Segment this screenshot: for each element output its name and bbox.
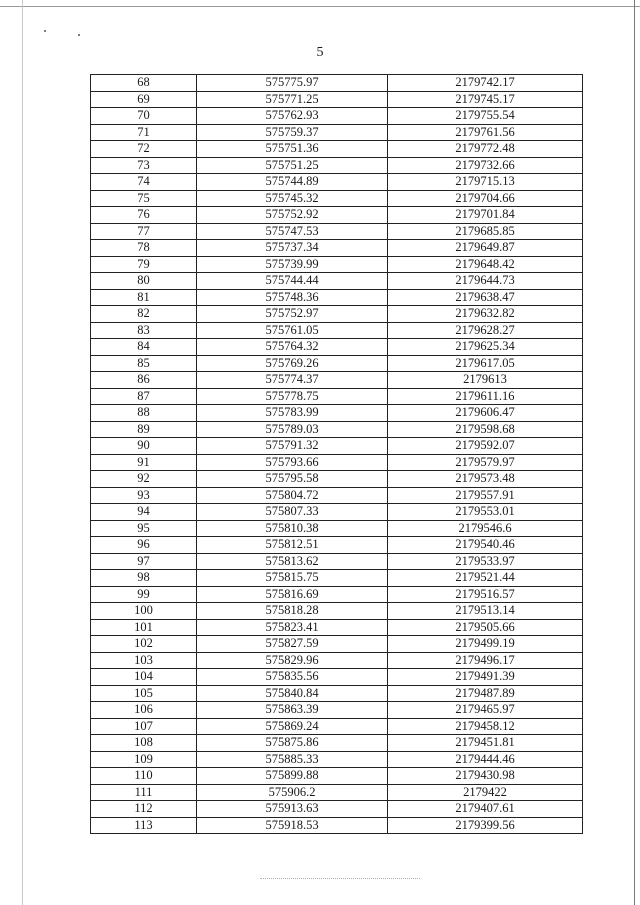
table-row xyxy=(91,768,583,785)
point-number-cell: 89 xyxy=(91,421,197,438)
table-row xyxy=(91,784,583,801)
point-number-cell: 112 xyxy=(91,801,197,818)
x-coordinate-cell: 575885.33 xyxy=(197,751,388,768)
table-row xyxy=(91,289,583,306)
table-row xyxy=(91,669,583,686)
x-coordinate-cell: 575744.89 xyxy=(197,174,388,191)
scan-speck xyxy=(44,30,46,32)
table-row xyxy=(91,108,583,125)
point-number-cell: 82 xyxy=(91,306,197,323)
x-coordinate-cell: 575774.37 xyxy=(197,372,388,389)
x-coordinate-cell: 575791.32 xyxy=(197,438,388,455)
scan-edge-top xyxy=(0,6,640,7)
table-row xyxy=(91,751,583,768)
point-number-cell: 99 xyxy=(91,586,197,603)
table-row xyxy=(91,256,583,273)
x-coordinate-cell: 575752.97 xyxy=(197,306,388,323)
y-coordinate-cell: 2179540.46 xyxy=(388,537,583,554)
x-coordinate-cell: 575829.96 xyxy=(197,652,388,669)
point-number-cell: 72 xyxy=(91,141,197,158)
y-coordinate-cell: 2179701.84 xyxy=(388,207,583,224)
x-coordinate-cell: 575747.53 xyxy=(197,223,388,240)
table-row xyxy=(91,240,583,257)
table-row xyxy=(91,273,583,290)
y-coordinate-cell: 2179557.91 xyxy=(388,487,583,504)
y-coordinate-cell: 2179573.48 xyxy=(388,471,583,488)
point-number-cell: 69 xyxy=(91,91,197,108)
table-row xyxy=(91,157,583,174)
point-number-cell: 109 xyxy=(91,751,197,768)
x-coordinate-cell: 575771.25 xyxy=(197,91,388,108)
x-coordinate-cell: 575906.2 xyxy=(197,784,388,801)
table-row xyxy=(91,586,583,603)
table-row xyxy=(91,207,583,224)
point-number-cell: 104 xyxy=(91,669,197,686)
point-number-cell: 95 xyxy=(91,520,197,537)
y-coordinate-cell: 2179430.98 xyxy=(388,768,583,785)
scan-edge-right xyxy=(634,0,635,905)
point-number-cell: 78 xyxy=(91,240,197,257)
x-coordinate-cell: 575899.88 xyxy=(197,768,388,785)
point-number-cell: 81 xyxy=(91,289,197,306)
point-number-cell: 93 xyxy=(91,487,197,504)
x-coordinate-cell: 575804.72 xyxy=(197,487,388,504)
table-row xyxy=(91,322,583,339)
point-number-cell: 91 xyxy=(91,454,197,471)
x-coordinate-cell: 575789.03 xyxy=(197,421,388,438)
y-coordinate-cell: 2179625.34 xyxy=(388,339,583,356)
table-row xyxy=(91,537,583,554)
table-row xyxy=(91,735,583,752)
point-number-cell: 84 xyxy=(91,339,197,356)
y-coordinate-cell: 2179638.47 xyxy=(388,289,583,306)
x-coordinate-cell: 575813.62 xyxy=(197,553,388,570)
x-coordinate-cell: 575869.24 xyxy=(197,718,388,735)
y-coordinate-cell: 2179632.82 xyxy=(388,306,583,323)
table-row xyxy=(91,702,583,719)
table-row xyxy=(91,454,583,471)
x-coordinate-cell: 575812.51 xyxy=(197,537,388,554)
coordinates-table-body xyxy=(91,75,583,834)
x-coordinate-cell: 575752.92 xyxy=(197,207,388,224)
point-number-cell: 98 xyxy=(91,570,197,587)
point-number-cell: 74 xyxy=(91,174,197,191)
y-coordinate-cell: 2179685.85 xyxy=(388,223,583,240)
table-row xyxy=(91,372,583,389)
scan-edge-left xyxy=(22,0,23,905)
x-coordinate-cell: 575816.69 xyxy=(197,586,388,603)
y-coordinate-cell: 2179772.48 xyxy=(388,141,583,158)
x-coordinate-cell: 575761.05 xyxy=(197,322,388,339)
y-coordinate-cell: 2179458.12 xyxy=(388,718,583,735)
y-coordinate-cell: 2179617.05 xyxy=(388,355,583,372)
table-row xyxy=(91,636,583,653)
x-coordinate-cell: 575823.41 xyxy=(197,619,388,636)
table-row xyxy=(91,603,583,620)
y-coordinate-cell: 2179521.44 xyxy=(388,570,583,587)
table-row xyxy=(91,223,583,240)
y-coordinate-cell: 2179444.46 xyxy=(388,751,583,768)
x-coordinate-cell: 575918.53 xyxy=(197,817,388,834)
point-number-cell: 105 xyxy=(91,685,197,702)
table-row xyxy=(91,339,583,356)
point-number-cell: 110 xyxy=(91,768,197,785)
y-coordinate-cell: 2179613 xyxy=(388,372,583,389)
x-coordinate-cell: 575762.93 xyxy=(197,108,388,125)
point-number-cell: 111 xyxy=(91,784,197,801)
point-number-cell: 83 xyxy=(91,322,197,339)
y-coordinate-cell: 2179644.73 xyxy=(388,273,583,290)
table-row xyxy=(91,685,583,702)
y-coordinate-cell: 2179579.97 xyxy=(388,454,583,471)
point-number-cell: 85 xyxy=(91,355,197,372)
x-coordinate-cell: 575748.36 xyxy=(197,289,388,306)
point-number-cell: 90 xyxy=(91,438,197,455)
table-row xyxy=(91,388,583,405)
y-coordinate-cell: 2179592.07 xyxy=(388,438,583,455)
table-row xyxy=(91,553,583,570)
y-coordinate-cell: 2179496.17 xyxy=(388,652,583,669)
table-row xyxy=(91,124,583,141)
y-coordinate-cell: 2179516.57 xyxy=(388,586,583,603)
table-row xyxy=(91,91,583,108)
table-row xyxy=(91,520,583,537)
point-number-cell: 103 xyxy=(91,652,197,669)
point-number-cell: 87 xyxy=(91,388,197,405)
table-row xyxy=(91,355,583,372)
table-row xyxy=(91,438,583,455)
x-coordinate-cell: 575783.99 xyxy=(197,405,388,422)
point-number-cell: 106 xyxy=(91,702,197,719)
y-coordinate-cell: 2179553.01 xyxy=(388,504,583,521)
y-coordinate-cell: 2179598.68 xyxy=(388,421,583,438)
y-coordinate-cell: 2179649.87 xyxy=(388,240,583,257)
x-coordinate-cell: 575764.32 xyxy=(197,339,388,356)
x-coordinate-cell: 575778.75 xyxy=(197,388,388,405)
table-row xyxy=(91,801,583,818)
x-coordinate-cell: 575835.56 xyxy=(197,669,388,686)
table-row xyxy=(91,421,583,438)
point-number-cell: 77 xyxy=(91,223,197,240)
table-row xyxy=(91,504,583,521)
table-row xyxy=(91,190,583,207)
page-number: 5 xyxy=(316,45,324,60)
x-coordinate-cell: 575751.36 xyxy=(197,141,388,158)
x-coordinate-cell: 575775.97 xyxy=(197,75,388,92)
point-number-cell: 71 xyxy=(91,124,197,141)
x-coordinate-cell: 575815.75 xyxy=(197,570,388,587)
scan-speck xyxy=(78,34,80,36)
point-number-cell: 92 xyxy=(91,471,197,488)
point-number-cell: 113 xyxy=(91,817,197,834)
point-number-cell: 80 xyxy=(91,273,197,290)
table-row xyxy=(91,718,583,735)
point-number-cell: 70 xyxy=(91,108,197,125)
point-number-cell: 108 xyxy=(91,735,197,752)
y-coordinate-cell: 2179407.61 xyxy=(388,801,583,818)
x-coordinate-cell: 575751.25 xyxy=(197,157,388,174)
y-coordinate-cell: 2179648.42 xyxy=(388,256,583,273)
table-row xyxy=(91,471,583,488)
x-coordinate-cell: 575863.39 xyxy=(197,702,388,719)
y-coordinate-cell: 2179761.56 xyxy=(388,124,583,141)
table-row xyxy=(91,817,583,834)
x-coordinate-cell: 575807.33 xyxy=(197,504,388,521)
x-coordinate-cell: 575818.28 xyxy=(197,603,388,620)
x-coordinate-cell: 575913.63 xyxy=(197,801,388,818)
y-coordinate-cell: 2179715.13 xyxy=(388,174,583,191)
x-coordinate-cell: 575737.34 xyxy=(197,240,388,257)
y-coordinate-cell: 2179745.17 xyxy=(388,91,583,108)
table-row xyxy=(91,619,583,636)
point-number-cell: 96 xyxy=(91,537,197,554)
table-row xyxy=(91,487,583,504)
point-number-cell: 76 xyxy=(91,207,197,224)
table-row xyxy=(91,75,583,92)
y-coordinate-cell: 2179505.66 xyxy=(388,619,583,636)
point-number-cell: 107 xyxy=(91,718,197,735)
point-number-cell: 101 xyxy=(91,619,197,636)
table-row xyxy=(91,570,583,587)
y-coordinate-cell: 2179732.66 xyxy=(388,157,583,174)
y-coordinate-cell: 2179606.47 xyxy=(388,405,583,422)
point-number-cell: 68 xyxy=(91,75,197,92)
point-number-cell: 75 xyxy=(91,190,197,207)
y-coordinate-cell: 2179465.97 xyxy=(388,702,583,719)
y-coordinate-cell: 2179491.39 xyxy=(388,669,583,686)
x-coordinate-cell: 575795.58 xyxy=(197,471,388,488)
y-coordinate-cell: 2179422 xyxy=(388,784,583,801)
point-number-cell: 88 xyxy=(91,405,197,422)
y-coordinate-cell: 2179399.56 xyxy=(388,817,583,834)
x-coordinate-cell: 575769.26 xyxy=(197,355,388,372)
x-coordinate-cell: 575840.84 xyxy=(197,685,388,702)
x-coordinate-cell: 575827.59 xyxy=(197,636,388,653)
y-coordinate-cell: 2179546.6 xyxy=(388,520,583,537)
table-row xyxy=(91,652,583,669)
point-number-cell: 94 xyxy=(91,504,197,521)
point-number-cell: 73 xyxy=(91,157,197,174)
x-coordinate-cell: 575745.32 xyxy=(197,190,388,207)
point-number-cell: 100 xyxy=(91,603,197,620)
scan-bottom-mark xyxy=(260,878,420,879)
point-number-cell: 79 xyxy=(91,256,197,273)
x-coordinate-cell: 575759.37 xyxy=(197,124,388,141)
y-coordinate-cell: 2179742.17 xyxy=(388,75,583,92)
y-coordinate-cell: 2179487.89 xyxy=(388,685,583,702)
y-coordinate-cell: 2179533.97 xyxy=(388,553,583,570)
table-row xyxy=(91,174,583,191)
table-row xyxy=(91,141,583,158)
y-coordinate-cell: 2179499.19 xyxy=(388,636,583,653)
y-coordinate-cell: 2179628.27 xyxy=(388,322,583,339)
point-number-cell: 97 xyxy=(91,553,197,570)
table-row xyxy=(91,405,583,422)
y-coordinate-cell: 2179611.16 xyxy=(388,388,583,405)
x-coordinate-cell: 575739.99 xyxy=(197,256,388,273)
y-coordinate-cell: 2179513.14 xyxy=(388,603,583,620)
y-coordinate-cell: 2179704.66 xyxy=(388,190,583,207)
x-coordinate-cell: 575793.66 xyxy=(197,454,388,471)
y-coordinate-cell: 2179755.54 xyxy=(388,108,583,125)
coordinates-table xyxy=(90,74,583,834)
y-coordinate-cell: 2179451.81 xyxy=(388,735,583,752)
point-number-cell: 86 xyxy=(91,372,197,389)
x-coordinate-cell: 575875.86 xyxy=(197,735,388,752)
table-row xyxy=(91,306,583,323)
x-coordinate-cell: 575810.38 xyxy=(197,520,388,537)
x-coordinate-cell: 575744.44 xyxy=(197,273,388,290)
point-number-cell: 102 xyxy=(91,636,197,653)
